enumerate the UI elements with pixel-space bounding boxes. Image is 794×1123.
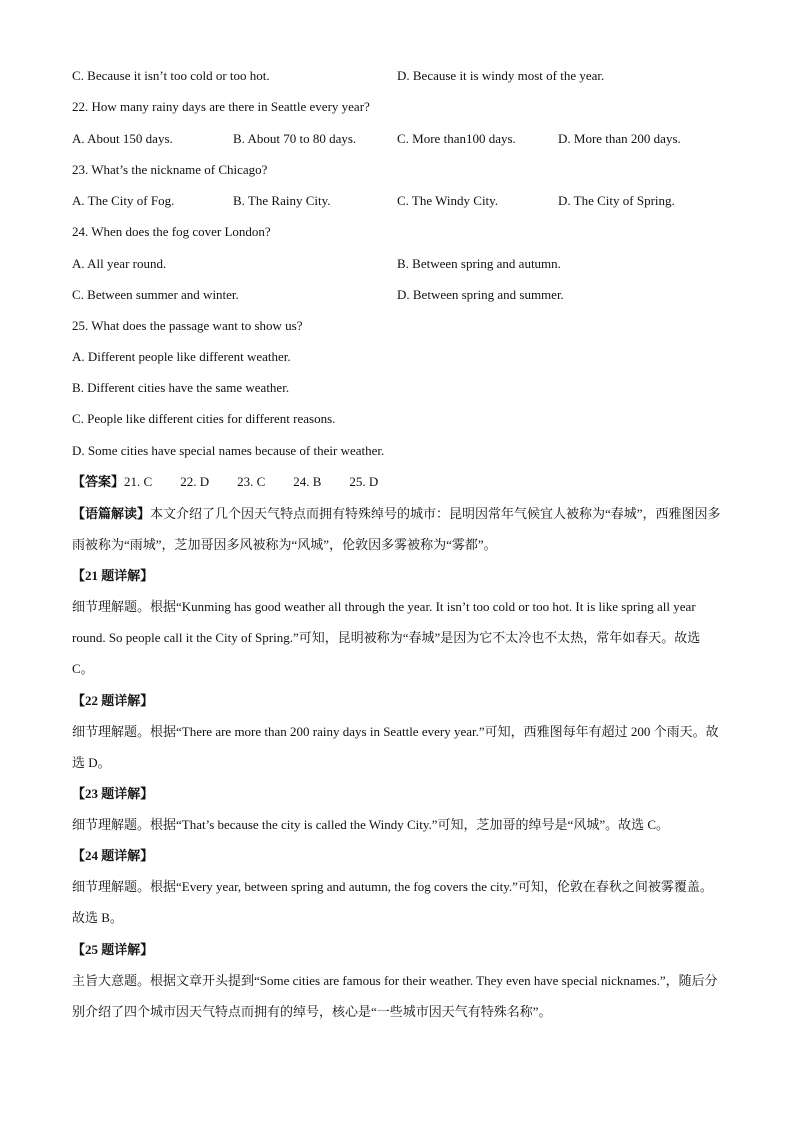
q23-option-c: C. The Windy City. <box>397 193 499 208</box>
q22-option-a: A. About 150 days. <box>72 131 173 146</box>
q24-option-c: C. Between summer and winter. <box>72 287 239 302</box>
q24-option-b: B. Between spring and autumn. <box>397 256 561 271</box>
detail-23-text: 细节理解题。根据“That’s because the city is called the Windy City.”可知，芝加哥的绰号是“风城”。故选 C。 <box>72 817 670 832</box>
analysis-text: 本文介绍了几个因天气特点而拥有特殊绰号的城市：昆明因常年气候宜人被称为“春城”，西雅图因多雨被称为“雨城”，芝加哥因多风被称为“风城”，伦敦因多雾被称为“雾都”。 <box>72 506 721 552</box>
q21-option-c: C. Because it isn’t too cold or too hot. <box>72 68 270 83</box>
answer-line <box>72 474 378 490</box>
q25-option-a: A. Different people like different weather. <box>72 349 291 364</box>
answer-item: 24. B <box>293 474 322 489</box>
q25-option-d: D. Some cities have special names because of their weather. <box>72 443 385 458</box>
q23-option-a: A. The City of Fog. <box>72 193 175 208</box>
answer-item: 23. C <box>237 474 266 489</box>
q23-option-d: D. The City of Spring. <box>558 193 675 208</box>
q24-stem: 24. When does the fog cover London? <box>72 224 271 239</box>
detail-21-text: 细节理解题。根据“Kunming has good weather all through the year. It isn’t too cold or too hot. It is like spring all year round. So people call it the City of Spring.”可知，昆明被称为“春城”是因为它不太冷也不太热，常年如春天。故选 C。 <box>72 599 701 676</box>
q22-option-d: D. More than 200 days. <box>558 131 681 146</box>
q22-stem: 22. How many rainy days are there in Seattle every year? <box>72 99 370 114</box>
analysis-label: 【语篇解读】 <box>72 506 151 521</box>
answer-item: 25. D <box>349 474 379 489</box>
q23-stem: 23. What’s the nickname of Chicago? <box>72 162 268 177</box>
detail-24-text: 细节理解题。根据“Every year, between spring and autumn, the fog covers the city.”可知，伦敦在春秋之间被雾覆盖。故选 B。 <box>72 879 713 925</box>
passage-analysis <box>72 498 722 560</box>
q25-stem: 25. What does the passage want to show us? <box>72 318 303 333</box>
q25-option-b: B. Different cities have the same weather. <box>72 380 290 395</box>
answer-item: 21. C <box>124 474 153 489</box>
detail-25-text: 主旨大意题。根据文章开头提到“Some cities are famous for their weather. They even have special nicknames.”，随后分别介绍了四个城市因天气特点而拥有的绰号，核心是“一些城市因天气有特殊名称”。 <box>72 973 718 1019</box>
detail-24-heading: 【24 题详解】 <box>72 848 154 863</box>
q22-option-b: B. About 70 to 80 days. <box>233 131 357 146</box>
q22-option-c: C. More than100 days. <box>397 131 516 146</box>
q21-option-d: D. Because it is windy most of the year. <box>397 68 605 83</box>
q23-option-b: B. The Rainy City. <box>233 193 331 208</box>
detail-21-heading: 【21 题详解】 <box>72 568 154 583</box>
detail-22-heading: 【22 题详解】 <box>72 693 154 708</box>
q24-option-a: A. All year round. <box>72 256 167 271</box>
q25-option-c: C. People like different cities for different reasons. <box>72 411 336 426</box>
detail-22-text: 细节理解题。根据“There are more than 200 rainy days in Seattle every year.”可知，西雅图每年有超过 200 个雨天。故选 D。 <box>72 724 719 770</box>
answer-label: 【答案】 <box>72 474 125 489</box>
detail-25-heading: 【25 题详解】 <box>72 942 154 957</box>
answer-item: 22. D <box>180 474 210 489</box>
detail-23-heading: 【23 题详解】 <box>72 786 154 801</box>
q24-option-d: D. Between spring and summer. <box>397 287 564 302</box>
